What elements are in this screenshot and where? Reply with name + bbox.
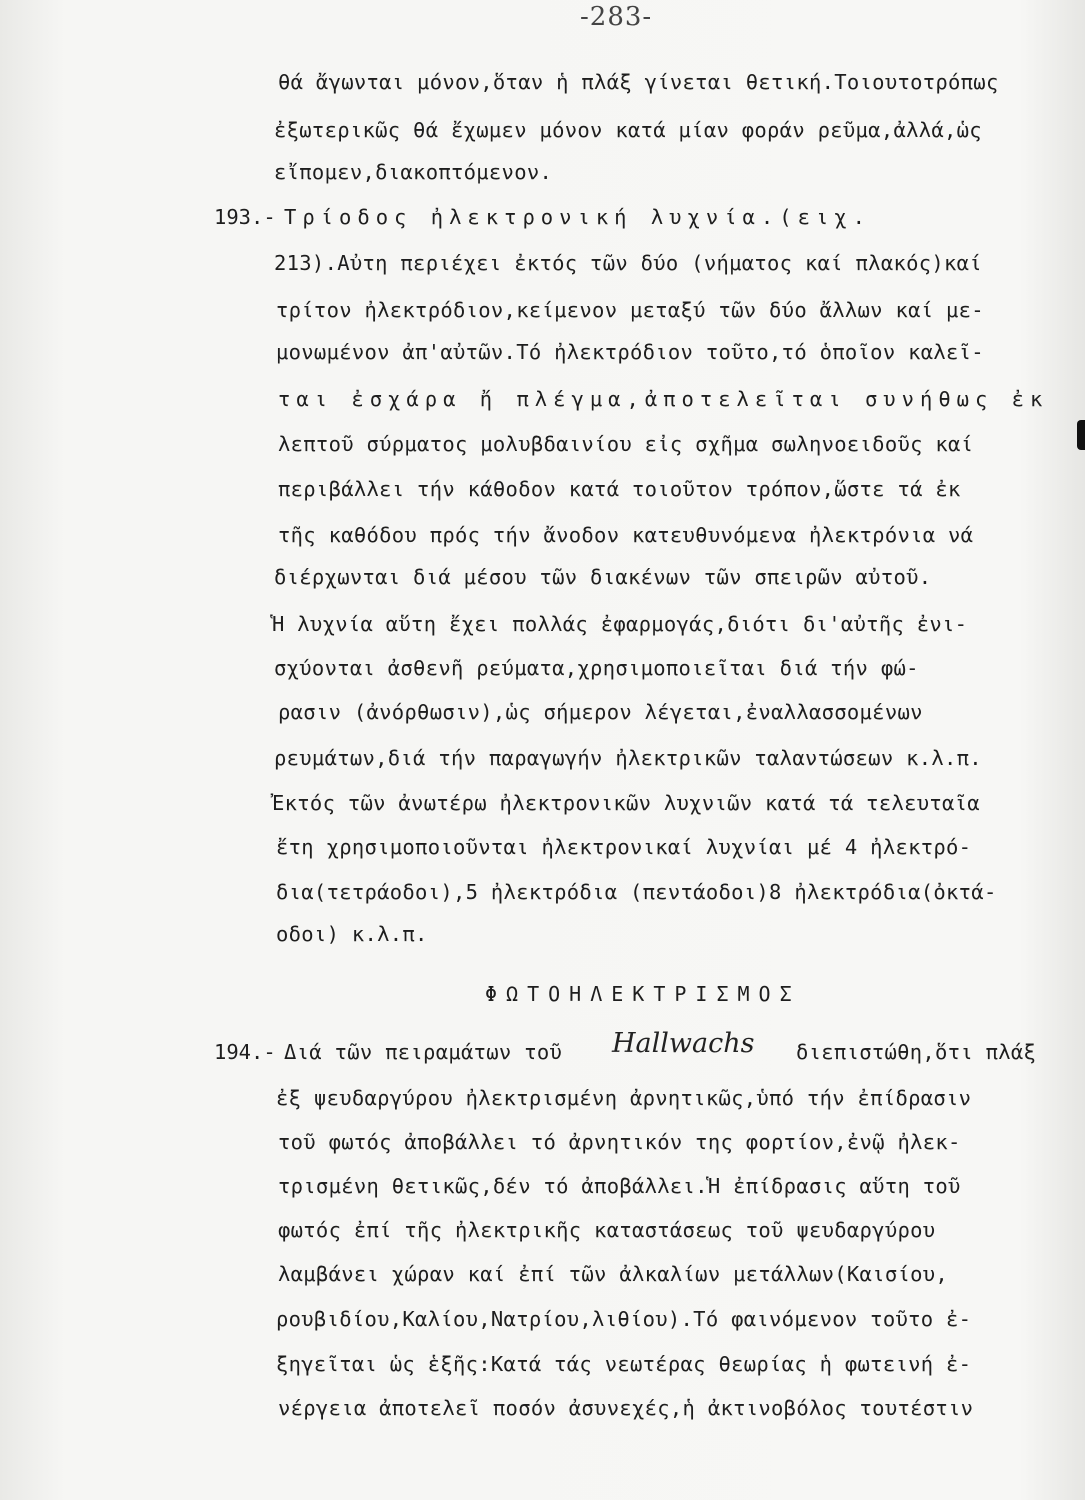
text-line: τρισμένη θετικῶς,δέν τό ἀποβάλλει.Ἡ ἐπίδρασις αὕτη τοῦ: [278, 1174, 961, 1198]
handwritten-name: Hallwachs: [612, 1028, 755, 1059]
text-line: ἐξωτερικῶς θά ἔχωμεν μόνον κατά μίαν φοράν ρεῦμα,ἀλλά,ὡς: [274, 118, 982, 142]
text-line: σχύονται ἀσθενῆ ρεύματα,χρησιμοποιεῖται διά τήν φώ-: [274, 656, 919, 680]
section-heading: ΦΩΤΟΗΛΕΚΤΡΙΣΜΟΣ: [485, 982, 801, 1006]
text-line: διεπιστώθη,ὅτι πλάξ: [796, 1040, 1037, 1064]
paragraph-number: 194.-: [214, 1040, 276, 1064]
text-line: εἴπομεν,διακοπτόμενον.: [274, 160, 553, 184]
text-line: λεπτοῦ σύρματος μολυβδαινίου εἰς σχῆμα σωληνοειδοῦς καί: [278, 432, 974, 456]
text-line: μονωμένον ἀπ'αὐτῶν.Τό ἠλεκτρόδιον τοῦτο,τό ὁποῖον καλεῖ-: [276, 340, 984, 364]
text-line: λαμβάνει χώραν καί ἐπί τῶν ἀλκαλίων μετάλλων(Καισίου,: [278, 1262, 949, 1286]
text-line: τῆς καθόδου πρός τήν ἄνοδον κατευθυνόμενα ἠλεκτρόνια νά: [278, 523, 974, 547]
text-line: ται ἐσχάρα ἤ πλέγμα,ἀποτελεῖται συνήθως ἐκ: [278, 387, 1049, 411]
text-line: ἐξ ψευδαργύρου ἠλεκτρισμένη ἀρνητικῶς,ὑπό τήν ἐπίδρασιν: [276, 1086, 972, 1110]
text-line: Ἡ λυχνία αὕτη ἔχει πολλάς ἐφαρμογάς,διότι δι'αὐτῆς ἐνι-: [272, 612, 968, 636]
text-line: 213).Αὐτη περιέχει ἐκτός τῶν δύο (νήματος καί πλακός)καί: [274, 251, 982, 275]
text-line: φωτός ἐπί τῆς ἠλεκτρικῆς καταστάσεως τοῦ ψευδαργύρου: [278, 1218, 936, 1242]
text-line: ρευμάτων,διά τήν παραγωγήν ἠλεκτρικῶν ταλαντώσεων κ.λ.π.: [274, 746, 982, 770]
text-line: θά ἄγωνται μόνον,ὅταν ἡ πλάξ γίνεται θετική.Τοιουτοτρόπως: [278, 70, 999, 94]
text-line: Τρίοδος ἠλεκτρονική λυχνία.(ειχ.: [284, 205, 871, 229]
text-line: διέρχωνται διά μέσου τῶν διακένων τῶν σπειρῶν αὐτοῦ.: [274, 565, 932, 589]
page-number: -283-: [580, 2, 653, 32]
text-line: περιβάλλει τήν κάθοδον κατά τοιοῦτον τρόπον,ὥστε τά ἐκ: [278, 477, 961, 501]
text-line: Διά τῶν πειραμάτων τοῦ: [284, 1040, 563, 1064]
text-line: νέργεια ἀποτελεῖ ποσόν ἀσυνεχές,ἡ ἀκτινοβόλος τουτέστιν: [278, 1396, 974, 1420]
text-line: ρουβιδίου,Καλίου,Νατρίου,λιθίου).Τό φαινόμενον τοῦτο ἐ-: [276, 1307, 972, 1331]
paragraph-number: 193.-: [214, 205, 276, 229]
text-line: τρίτον ἠλεκτρόδιον,κείμενον μεταξύ τῶν δύο ἄλλων καί με-: [276, 298, 984, 322]
text-line: Ἐκτός τῶν ἀνωτέρω ἠλεκτρονικῶν λυχνιῶν κατά τά τελευταῖα: [272, 791, 980, 815]
text-line: ρασιν (ἀνόρθωσιν),ὡς σήμερον λέγεται,ἐναλλασσομένων: [278, 700, 923, 724]
text-line: ἔτη χρησιμοποιοῦνται ἠλεκτρονικαί λυχνίαι μέ 4 ἠλεκτρό-: [276, 835, 972, 859]
text-line: οδοι) κ.λ.π.: [276, 922, 428, 946]
text-line: δια(τετράοδοι),5 ἠλεκτρόδια (πεντάοδοι)8 ἠλεκτρόδια(ὀκτά-: [276, 880, 997, 904]
binding-hole-mark: [1077, 420, 1085, 450]
text-line: τοῦ φωτός ἀποβάλλει τό ἀρνητικόν της φορτίον,ἐνῷ ἠλεκ-: [278, 1130, 961, 1154]
text-line: ξηγεῖται ὡς ἑξῆς:Κατά τάς νεωτέρας θεωρίας ἡ φωτεινή ἐ-: [276, 1352, 972, 1376]
